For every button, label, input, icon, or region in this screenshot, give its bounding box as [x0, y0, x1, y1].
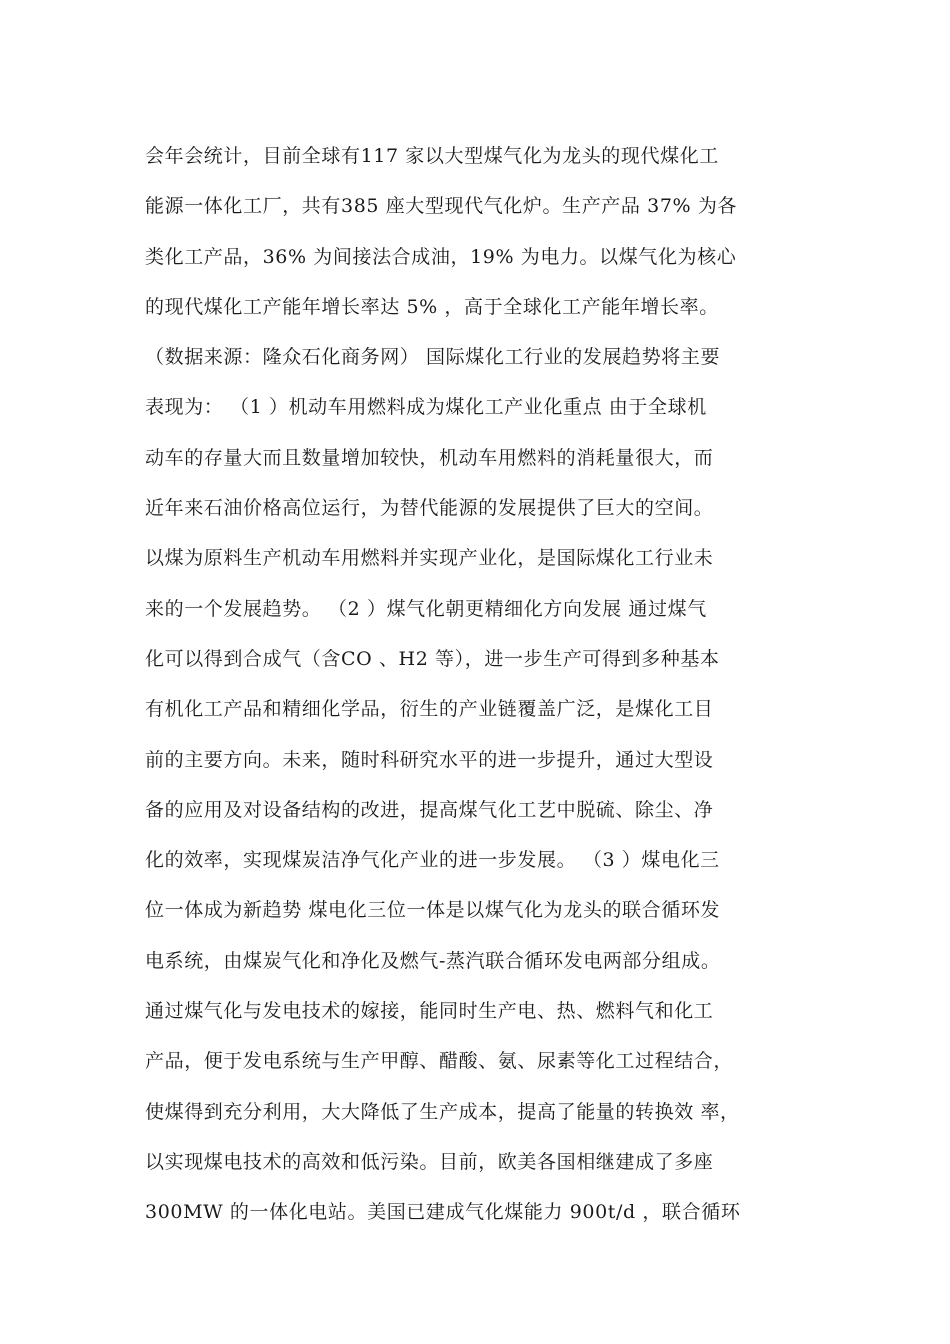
text-line: 的现代煤化工产能年增长率达 5% ，高于全球化工产能年增长率。	[145, 295, 719, 318]
text-line: 化可以得到合成气（含CO 、H2 等），进一步生产可得到多种基本	[145, 647, 720, 670]
text-line: 来的一个发展趋势。 （2 ）煤气化朝更精细化方向发展 通过煤气	[145, 597, 707, 620]
text-line: 以煤为原料生产机动车用燃料并实现产业化，是国际煤化工行业未	[145, 547, 714, 570]
text-line: 类化工产品，36% 为间接法合成油，19% 为电力。以煤气化为核心	[145, 245, 737, 268]
text-line: 以实现煤电技术的高效和低污染。目前，欧美各国相继建成了多座	[145, 1150, 714, 1173]
text-line: 通过煤气化与发电技术的嫁接，能同时生产电、热、燃料气和化工	[145, 1000, 714, 1023]
text-line: 产品，便于发电系统与生产甲醇、醋酸、氨、尿素等化工过程结合，	[145, 1050, 734, 1073]
text-line: 能源一体化工厂，共有385 座大型现代气化炉。生产产品 37% 为各	[145, 195, 738, 218]
text-line: （数据来源：隆众石化商务网） 国际煤化工行业的发展趋势将主要	[145, 346, 721, 369]
text-line: 电系统，由煤炭气化和净化及燃气-蒸汽联合循环发电两部分组成。	[145, 949, 721, 972]
text-line: 前的主要方向。未来，随时科研究水平的进一步提升，通过大型设	[145, 748, 714, 771]
text-line: 动车的存量大而且数量增加较快，机动车用燃料的消耗量很大，而	[145, 446, 714, 469]
text-line: 备的应用及对设备结构的改进，提高煤气化工艺中脱硫、除尘、净	[145, 798, 714, 821]
text-line: 会年会统计，目前全球有117 家以大型煤气化为龙头的现代煤化工	[145, 145, 719, 167]
text-line: 使煤得到充分利用，大大降低了生产成本，提高了能量的转换效 率，	[145, 1100, 740, 1123]
body-text	[145, 131, 815, 1238]
text-line: 位一体成为新趋势 煤电化三位一体是以煤气化为龙头的联合循环发	[145, 899, 721, 922]
text-line: 有机化工产品和精细化学品，衍生的产业链覆盖广泛，是煤化工目	[145, 698, 714, 721]
text-line: 表现为： （1 ）机动车用燃料成为煤化工产业化重点 由于全球机	[145, 396, 707, 419]
text-line: 近年来石油价格高位运行，为替代能源的发展提供了巨大的空间。	[145, 497, 714, 520]
text-line: 300MW 的一体化电站。美国已建成气化煤能力 900t/d ，联合循环	[145, 1201, 741, 1224]
text-line: 化的效率，实现煤炭洁净气化产业的进一步发展。 （3 ）煤电化三	[145, 849, 720, 872]
